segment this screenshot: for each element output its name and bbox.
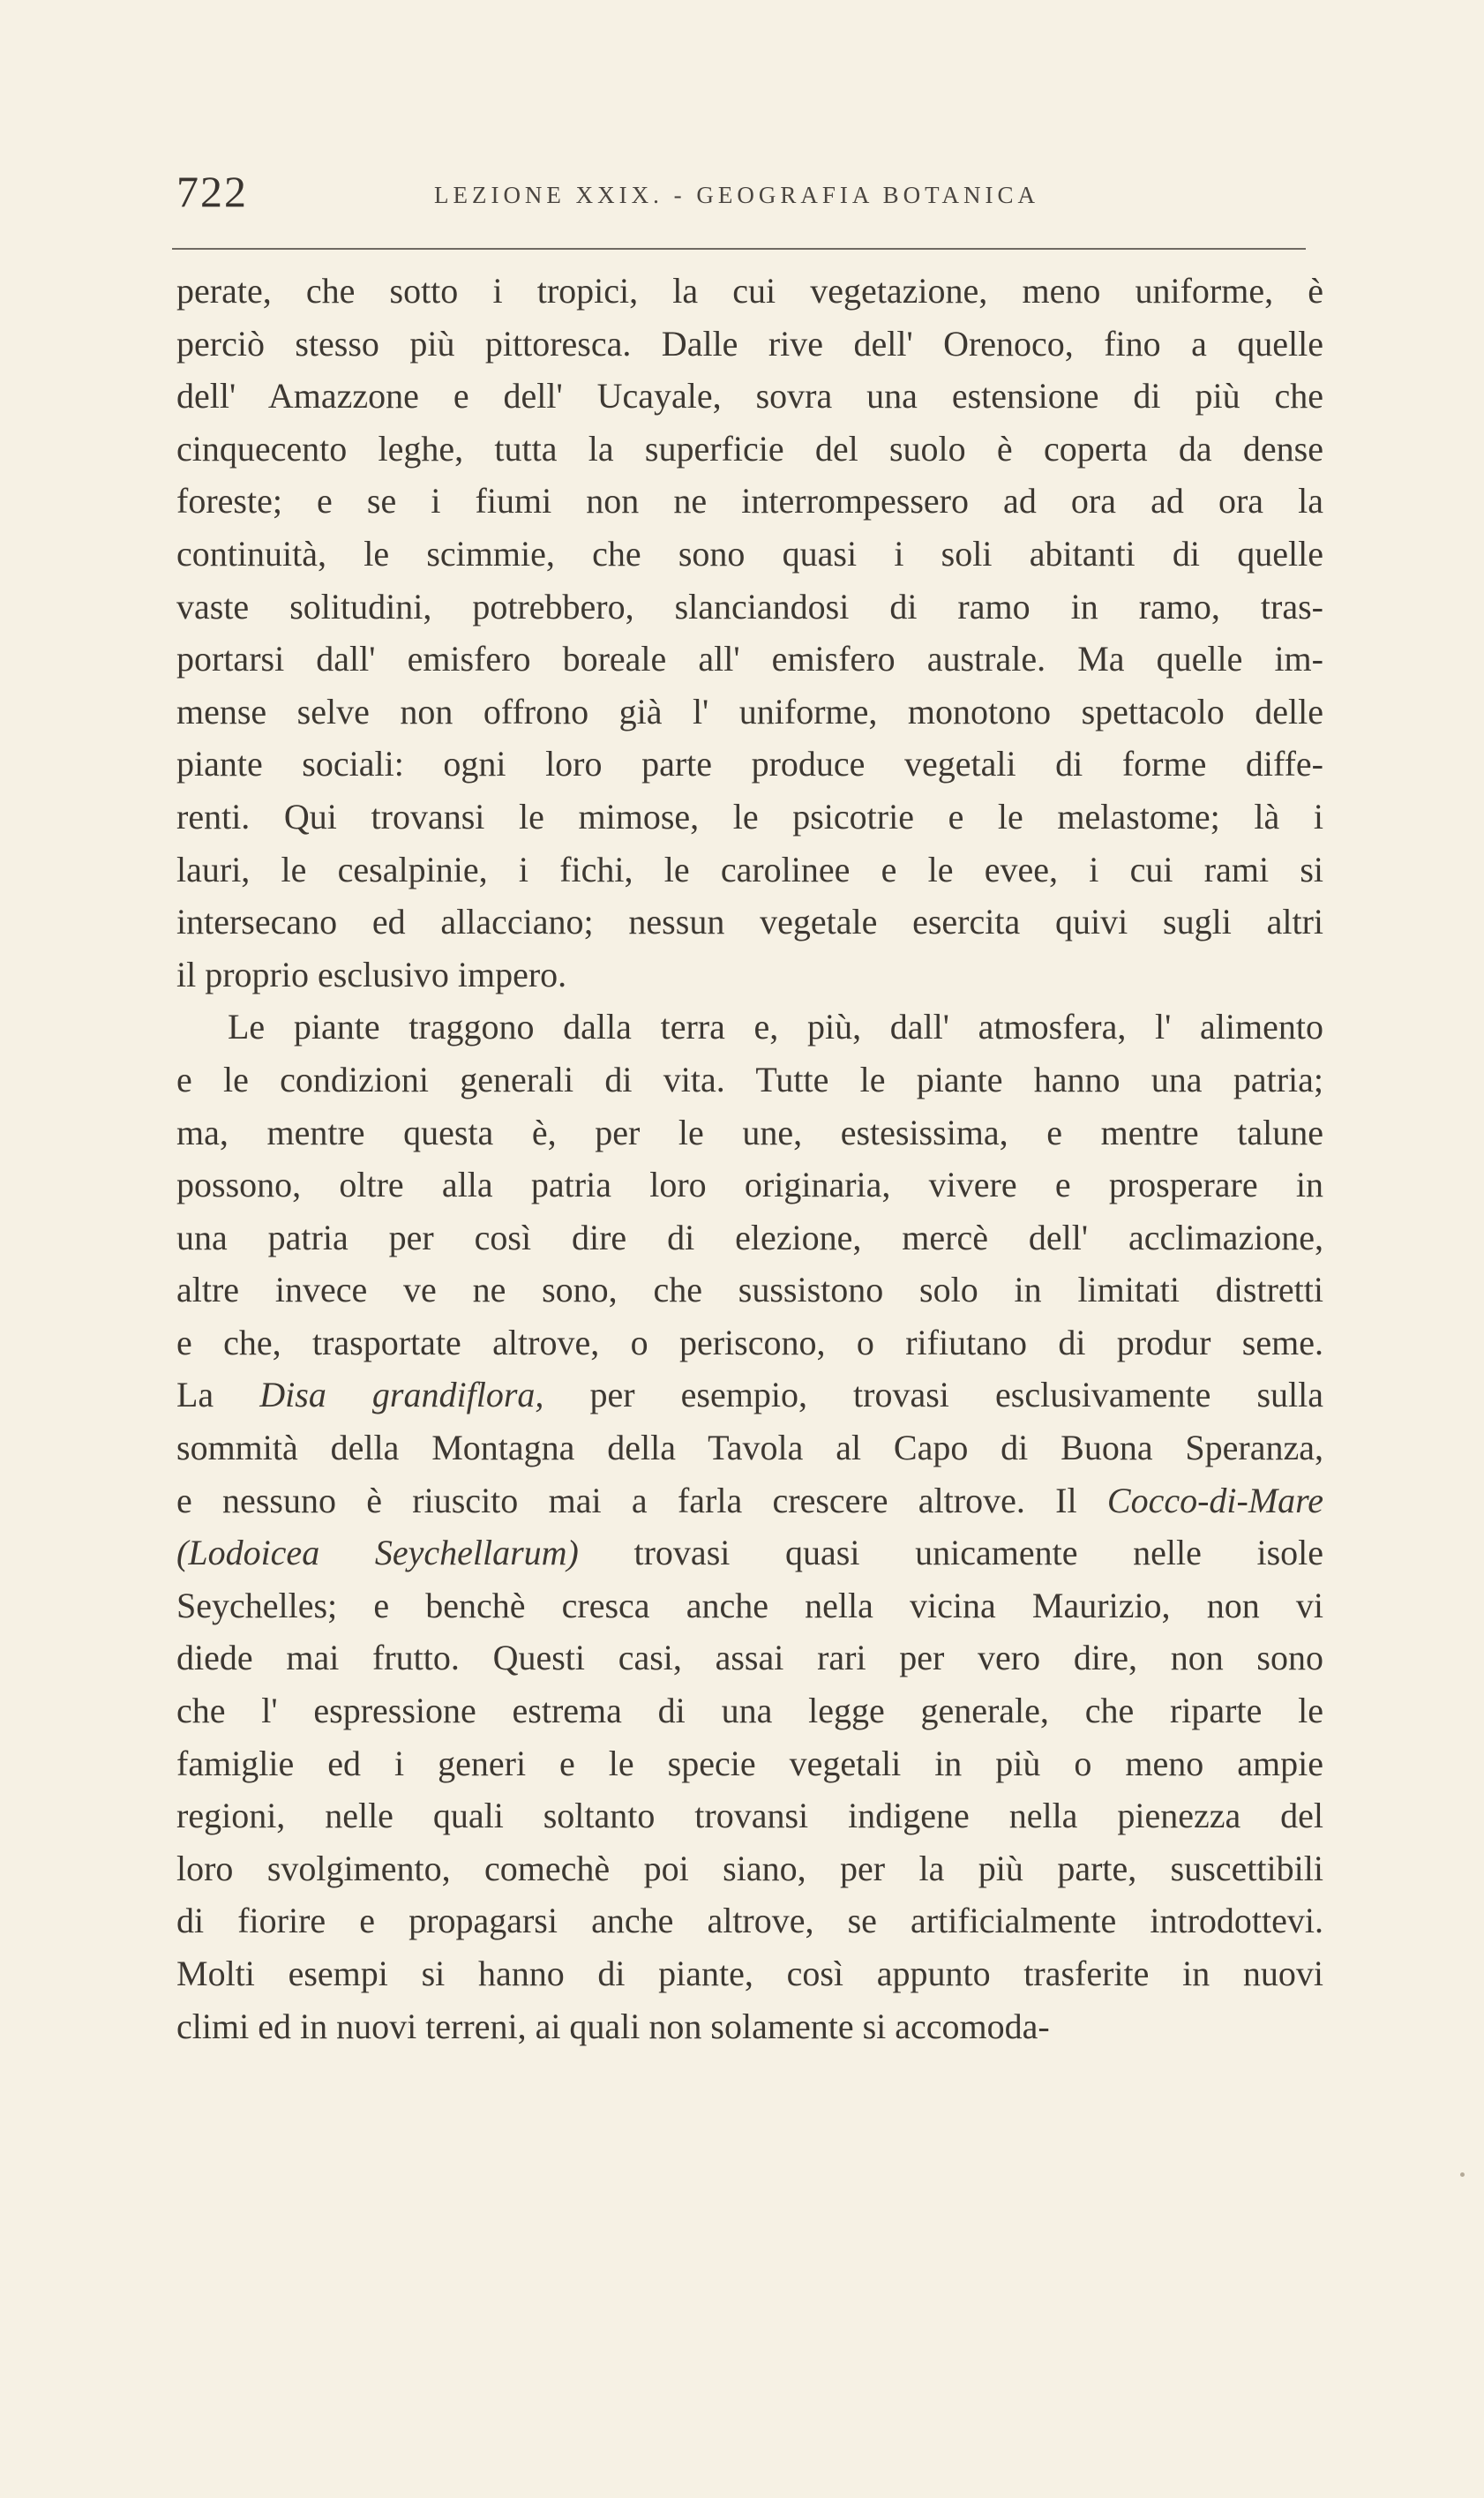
text-run: La	[176, 1375, 260, 1415]
italic-term: Disa grandiflora,	[259, 1375, 544, 1415]
text-line: Molti esempi si hanno di piante, così appunto trasferite in nuovi	[176, 1954, 1323, 1993]
text-line: di fiorire e propagarsi anche altrove, se artificialmente introdottevi.	[176, 1901, 1323, 1941]
text-line	[176, 1474, 1323, 1527]
page-header	[168, 159, 1306, 229]
text-line: dell' Amazzone e dell' Ucayale, sovra una estensione di più che	[176, 376, 1323, 416]
text-line: mense selve non offrono già l' uniforme, monotono spettacolo delle	[176, 691, 1323, 731]
body-text	[176, 265, 1323, 2052]
page-number: 722	[176, 167, 248, 216]
text-run: trovasi quasi unicamente nelle isole	[578, 1533, 1324, 1573]
text-line: lauri, le cesalpinie, i fichi, le carolinee e le evee, i cui rami si	[176, 849, 1323, 889]
text-line: e le condizioni generali di vita. Tutte le piante hanno una patria;	[176, 1059, 1323, 1099]
text-line: e che, trasportate altrove, o periscono, o rifiutano di produr seme.	[176, 1322, 1323, 1362]
text-run: per esempio, trovasi esclusivamente sulla	[543, 1375, 1324, 1415]
paper-speck	[1460, 2172, 1465, 2177]
text-line: climi ed in nuovi terreni, ai quali non solamente si accomoda-	[176, 2006, 1050, 2046]
running-head: LEZIONE XXIX. - GEOGRAFIA BOTANICA	[433, 182, 1040, 208]
italic-term: (Lodoicea Seychellarum)	[176, 1533, 579, 1573]
text-line: possono, oltre alla patria loro originaria, vivere e prosperare in	[176, 1165, 1323, 1205]
text-line: piante sociali: ogni loro parte produce vegetali di forme diffe-	[176, 744, 1323, 784]
text-run: e nessuno è riuscito mai a farla crescere altrove. Il	[176, 1480, 1107, 1520]
text-line	[176, 1369, 1323, 1422]
text-line: una patria per così dire di elezione, mercè dell' acclimazione,	[176, 1217, 1323, 1257]
text-line: famiglie ed i generi e le specie vegetali in più o meno ampie	[176, 1743, 1323, 1783]
text-line: loro svolgimento, comechè poi siano, per la più parte, suscettibili	[176, 1848, 1323, 1888]
text-line: continuità, le scimmie, che sono quasi i soli abitanti di quelle	[176, 533, 1323, 574]
text-line: Le piante traggono dalla terra e, più, dall' atmosfera, l' alimento	[228, 1007, 1323, 1047]
text-line	[176, 1527, 1323, 1579]
text-line: ma, mentre questa è, per le une, estesissima, e mentre talune	[176, 1112, 1323, 1152]
text-line: diede mai frutto. Questi casi, assai rari per vero dire, non sono	[176, 1638, 1323, 1678]
text-line: foreste; e se i fiumi non ne interrompessero ad ora ad ora la	[176, 481, 1323, 521]
header-rule	[172, 248, 1306, 250]
italic-term: Cocco-di-Mare	[1106, 1480, 1323, 1520]
text-line: cinquecento leghe, tutta la superficie del suolo è coperta da dense	[176, 428, 1323, 469]
text-line: intersecano ed allacciano; nessun vegetale esercita quivi sugli altri	[176, 902, 1323, 942]
text-line: portarsi dall' emisfero boreale all' emisfero australe. Ma quelle im-	[176, 639, 1323, 679]
text-line: perate, che sotto i tropici, la cui vegetazione, meno uniforme, è	[176, 271, 1323, 311]
text-line: il proprio esclusivo impero.	[176, 954, 567, 994]
text-line: sommità della Montagna della Tavola al Capo di Buona Speranza,	[176, 1428, 1323, 1468]
text-line: perciò stesso più pittoresca. Dalle rive dell' Orenoco, fino a quelle	[176, 323, 1323, 364]
text-line: renti. Qui trovansi le mimose, le psicotrie e le melastome; là i	[176, 796, 1323, 836]
text-line: regioni, nelle quali soltanto trovansi indigene nella pienezza del	[176, 1796, 1323, 1836]
text-line: Seychelles; e benchè cresca anche nella vicina Maurizio, non vi	[176, 1585, 1323, 1625]
text-line: vaste solitudini, potrebbero, slanciandosi di ramo in ramo, tras-	[176, 586, 1323, 626]
text-line: che l' espressione estrema di una legge generale, che riparte le	[176, 1691, 1323, 1731]
text-line: altre invece ve ne sono, che sussistono solo in limitati distretti	[176, 1270, 1323, 1310]
